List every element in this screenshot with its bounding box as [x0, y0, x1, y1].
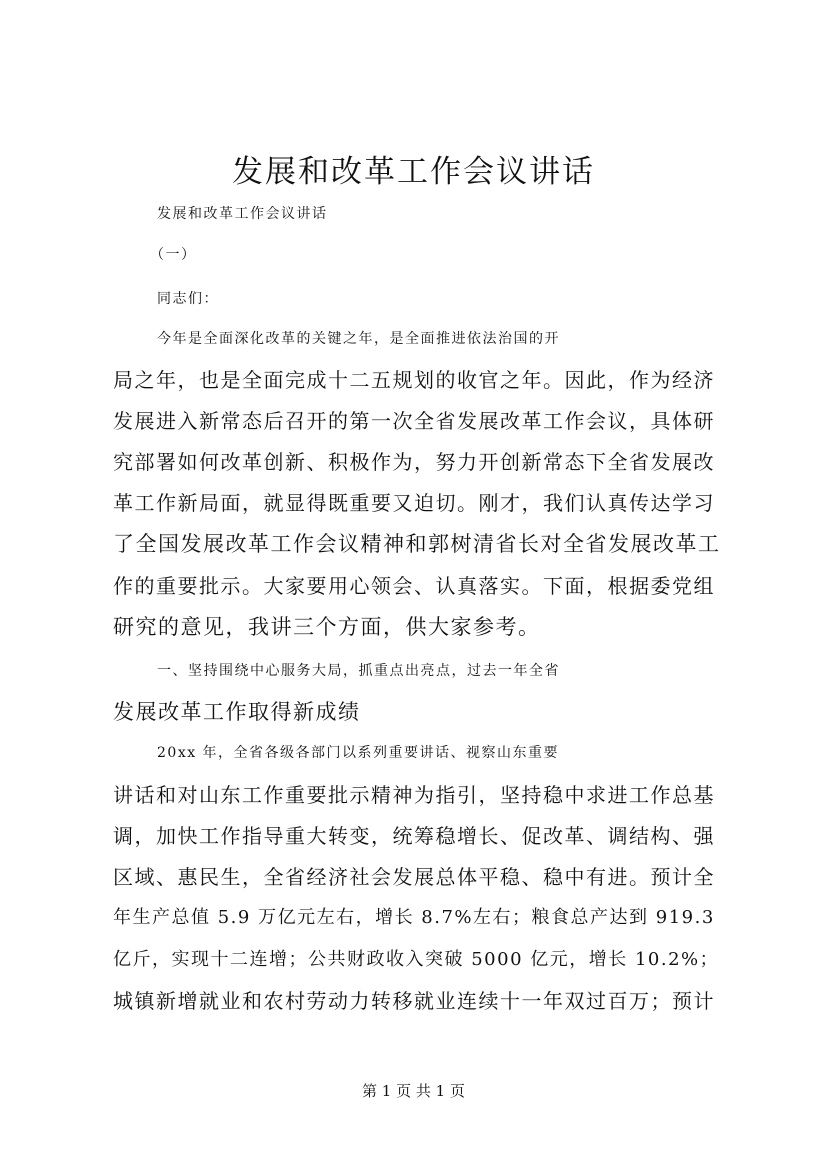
- paragraph-line: 研究的意见，我讲三个方面，供大家参考。: [113, 615, 541, 639]
- paragraph-line: 年生产总值 5.9 万亿元左右，增长 8.7%左右；粮食总产达到 919.3: [113, 907, 715, 928]
- paragraph-line: 20xx 年，全省各级各部门以系列重要讲话、视察山东重要: [157, 745, 560, 761]
- paragraph-line: 亿斤，实现十二连增；公共财政收入突破 5000 亿元，增长 10.2%；: [113, 949, 720, 970]
- paragraph-line: 今年是全面深化改革的关键之年，是全面推进依法治国的开: [157, 331, 560, 347]
- paragraph-line: 区域、惠民生，全省经济社会发展总体平稳、稳中有进。预计全: [113, 865, 715, 889]
- paragraph-line: 革工作新局面，就显得既重要又迫切。刚才，我们认真传达学习: [113, 491, 715, 515]
- paragraph-line: 讲话和对山东工作重要批示精神为指引，坚持稳中求进工作总基: [113, 783, 715, 807]
- heading-line: 发展改革工作取得新成绩: [113, 700, 361, 724]
- paragraph-line: 调，加快工作指导重大转变，统筹稳增长、促改革、调结构、强: [113, 824, 715, 848]
- document-title: 发展和改革工作会议讲话: [232, 154, 595, 190]
- paragraph-line: 究部署如何改革创新、积极作为，努力开创新常态下全省发展改: [113, 450, 715, 474]
- heading-line: 一、坚持围绕中心服务大局，抓重点出亮点，过去一年全省: [157, 663, 560, 679]
- paragraph-line: 作的重要批示。大家要用心领会、认真落实。下面，根据委党组: [113, 574, 715, 598]
- subtitle-line: 发展和改革工作会议讲话: [157, 206, 328, 222]
- paragraph-line: 了全国发展改革工作会议精神和郭树清省长对全省发展改革工: [113, 532, 721, 556]
- section-number: （一）: [150, 247, 197, 263]
- salutation: 同志们：: [157, 291, 219, 307]
- paragraph-line: 局之年，也是全面完成十二五规划的收官之年。因此，作为经济: [113, 368, 715, 392]
- paragraph-line: 发展进入新常态后召开的第一次全省发展改革工作会议，具体研: [113, 409, 715, 433]
- paragraph-line: 城镇新增就业和农村劳动力转移就业连续十一年双过百万；预计: [113, 989, 715, 1013]
- page-number-footer: 第 1 页 共 1 页: [362, 1082, 465, 1100]
